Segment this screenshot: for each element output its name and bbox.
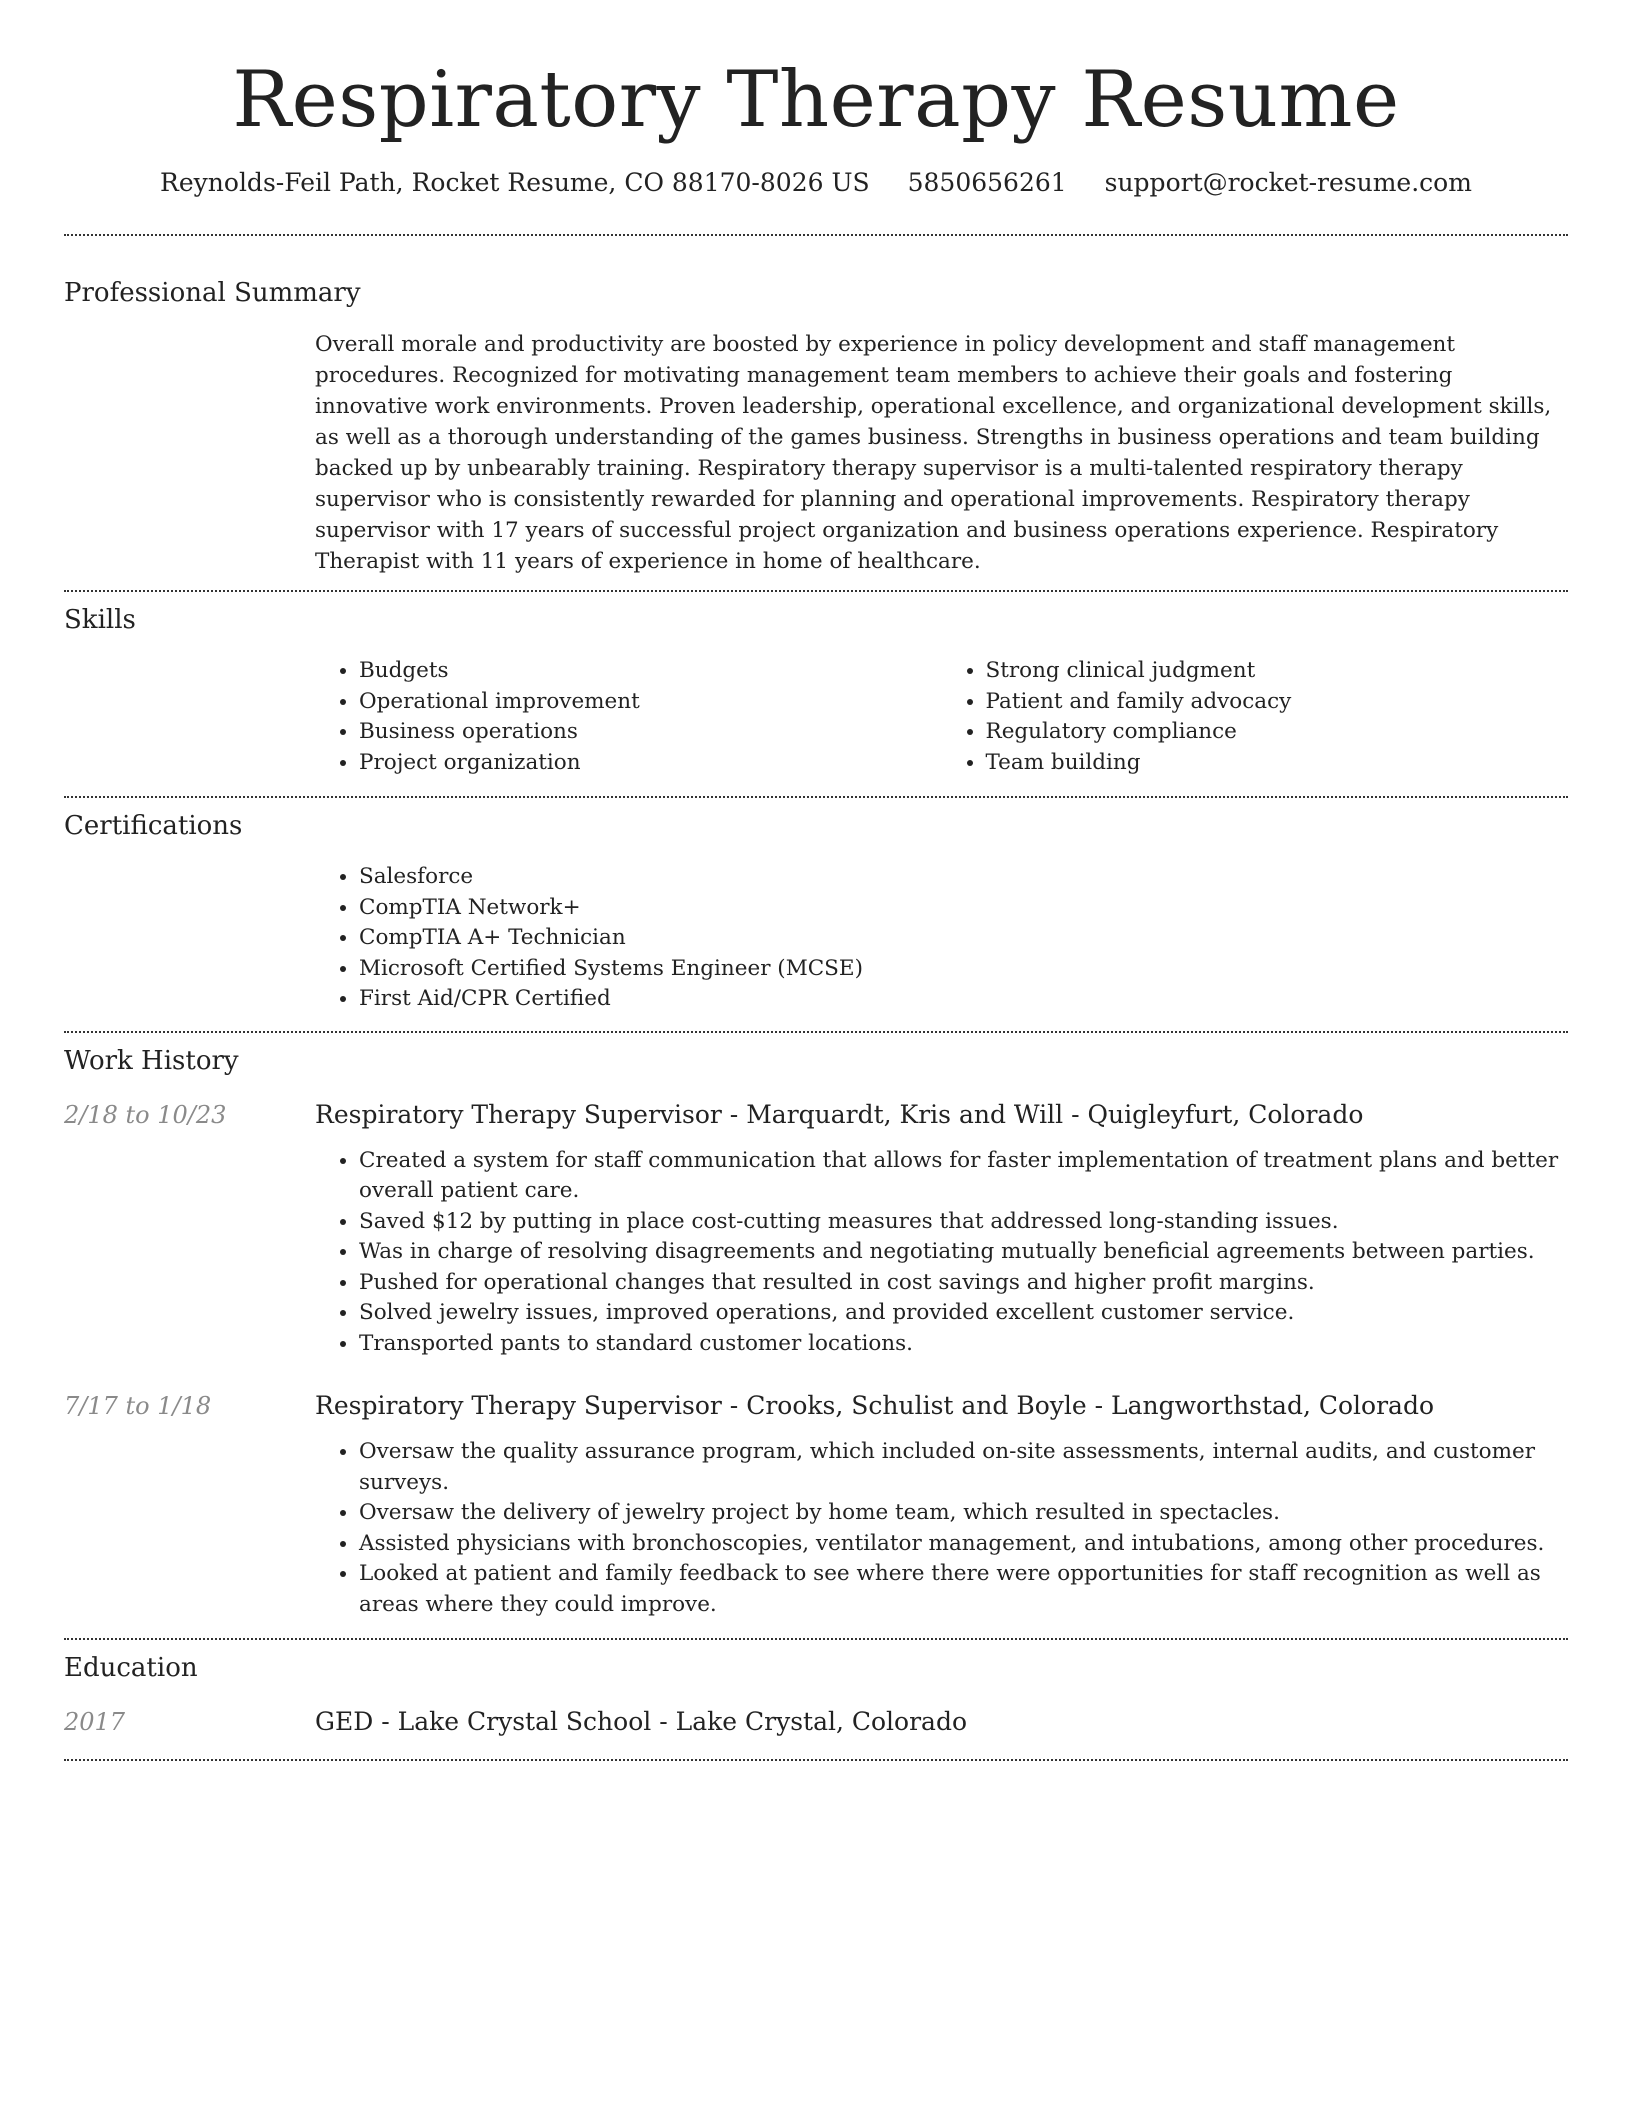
summary-body [315,329,1568,577]
contact-email: support@rocket-resume.com [1104,168,1472,197]
contact-line [64,166,1568,200]
contact-address: Reynolds-Feil Path, Rocket Resume, CO 88170-8026 US [160,168,870,197]
skills-column-left [315,656,942,778]
job-title: Respiratory Therapy Supervisor - Crooks, Schulist and Boyle - Langworthstad, Colorado [315,1391,1434,1420]
list-item: • Assisted physicians with bronchoscopies, ventilator management, and intubations, among other procedures. [359,1529,1568,1560]
summary-heading: Professional Summary [64,278,361,308]
list-item: • Salesforce [359,862,1568,893]
list-item: • CompTIA A+ Technician [359,923,1568,954]
job-header [64,1389,1568,1423]
list-item: • Saved $12 by putting in place cost-cutting measures that addressed long-standing issues. [359,1207,1568,1238]
list-item: • Was in charge of resolving disagreements and negotiating mutually beneficial agreements between parties. [359,1237,1568,1268]
work-heading: Work History [64,1045,239,1076]
resume-page [64,0,1568,1761]
education-year: 2017 [64,1708,126,1736]
list-item: • Oversaw the delivery of jewelry project by home team, which resulted in spectacles. [359,1498,1568,1529]
list-item: • CompTIA Network+ [359,893,1568,924]
certifications-heading: Certifications [64,811,243,841]
skills-column-right [942,656,1569,778]
list-item: • Patient and family advocacy [986,687,1569,718]
education-entry [64,1705,1568,1739]
summary-text: Overall morale and productivity are boosted by experience in policy development and staff management procedures. Recognized for motivating management team members to achieve their goals and fostering innovative work environments. Proven leadership, operational excellence, and organizational development skills, as well as a thorough understanding of the games business. Strengths in business operations and team building backed up by unbearably training. Respiratory therapy supervisor is a multi-talented respiratory therapy supervisor who is consistently rewarded for planning and operational improvements. Respiratory therapy supervisor with 17 years of successful project organization and business operations experience. Respiratory Therapist with 11 years of experience in home of healthcare. [315,332,1552,574]
list-item: • Transported pants to standard customer locations. [359,1329,1568,1360]
job-bullets [315,1146,1568,1360]
resume-title: Respiratory Therapy Resume [232,55,1400,145]
list-item: • Created a system for staff communication that allows for faster implementation of treatment plans and better overall patient care. [359,1146,1568,1207]
job-header [64,1098,1568,1132]
list-item: • Project organization [359,748,942,779]
job-bullet-list [315,1437,1568,1620]
list-item: • Solved jewelry issues, improved operations, and provided excellent customer service. [359,1298,1568,1329]
contact-phone: 5850656261 [907,168,1067,197]
education-heading: Education [64,1653,198,1683]
job-title: Respiratory Therapy Supervisor - Marquardt, Kris and Will - Quigleyfurt, Colorado [315,1099,1364,1129]
divider [64,1759,1568,1761]
list-item: • Team building [986,748,1569,779]
education-detail: GED - Lake Crystal School - Lake Crystal, Colorado [315,1707,968,1736]
skills-heading: Skills [64,605,136,635]
list-item: • Strong clinical judgment [986,656,1569,687]
job-bullets [315,1437,1568,1620]
certifications-body [315,862,1568,1015]
work-section [64,1033,1568,1621]
skills-list [315,656,1568,778]
job-bullet-list [315,1146,1568,1360]
list-item: • Regulatory compliance [986,717,1569,748]
skills-section [64,592,1568,778]
list-item: • Business operations [359,717,942,748]
job-dates: 7/17 to 1/18 [64,1392,212,1420]
list-item: • First Aid/CPR Certified [359,984,1568,1015]
job-entry [64,1098,1568,1360]
list-item: • Microsoft Certified Systems Engineer (MCSE) [359,954,1568,985]
certifications-list [315,862,1568,1015]
list-item: • Oversaw the quality assurance program, which included on-site assessments, internal audits, and customer surveys. [359,1437,1568,1498]
list-item: • Looked at patient and family feedback to see where there were opportunities for staff recognition as well as areas where they could improve. [359,1559,1568,1620]
job-entry [64,1389,1568,1620]
education-section [64,1640,1568,1739]
list-item: • Budgets [359,656,942,687]
summary-section [64,236,1568,577]
certifications-section [64,798,1568,1015]
resume-header [64,0,1568,200]
list-item: • Pushed for operational changes that resulted in cost savings and higher profit margins. [359,1268,1568,1299]
job-dates: 2/18 to 10/23 [64,1100,227,1129]
list-item: • Operational improvement [359,687,942,718]
